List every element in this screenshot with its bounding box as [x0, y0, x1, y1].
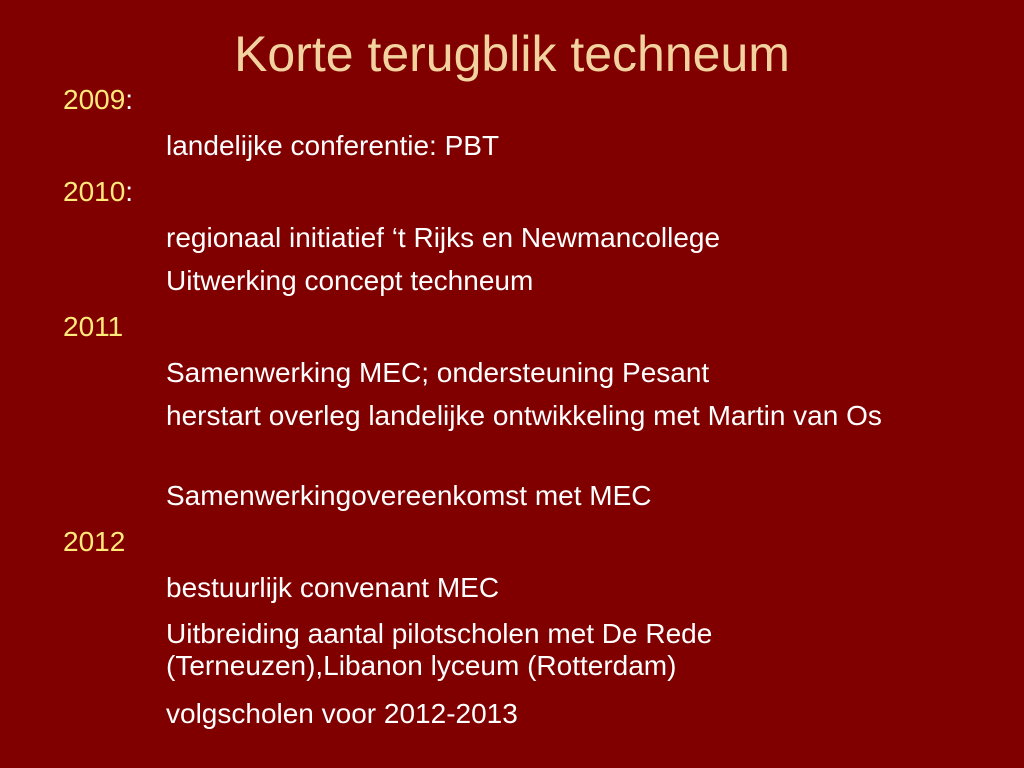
timeline-item: regionaal initiatief ‘t Rijks en Newmancollege: [166, 222, 721, 253]
timeline-item: landelijke conferentie: PBT: [166, 130, 500, 161]
year-2009: [63, 84, 133, 116]
year-label: 2009: [63, 84, 126, 115]
slide-title: Korte terugblik techneum: [234, 26, 790, 82]
timeline-item: volgscholen voor 2012-2013: [166, 698, 518, 729]
timeline-item: Samenwerking MEC; ondersteuning Pesant: [166, 357, 710, 388]
timeline-item: Samenwerkingovereenkomst met MEC: [166, 480, 652, 511]
year-colon: :: [125, 176, 134, 207]
timeline-item: Uitwerking concept techneum: [166, 265, 534, 296]
timeline-item: herstart overleg landelijke ontwikkeling met Martin van Os: [166, 400, 882, 431]
timeline-item: bestuurlijk convenant MEC: [166, 572, 500, 603]
year-label: 2010: [63, 176, 126, 207]
timeline-item: Uitbreiding aantal pilotscholen met De Rede (Terneuzen),Libanon lyceum (Rotterdam): [166, 618, 713, 681]
year-2012: [63, 526, 125, 558]
year-label: 2012: [63, 526, 126, 557]
year-colon: :: [125, 84, 134, 115]
year-2011: [63, 311, 123, 343]
year-label: 2011: [63, 311, 124, 342]
year-2010: [63, 176, 133, 208]
